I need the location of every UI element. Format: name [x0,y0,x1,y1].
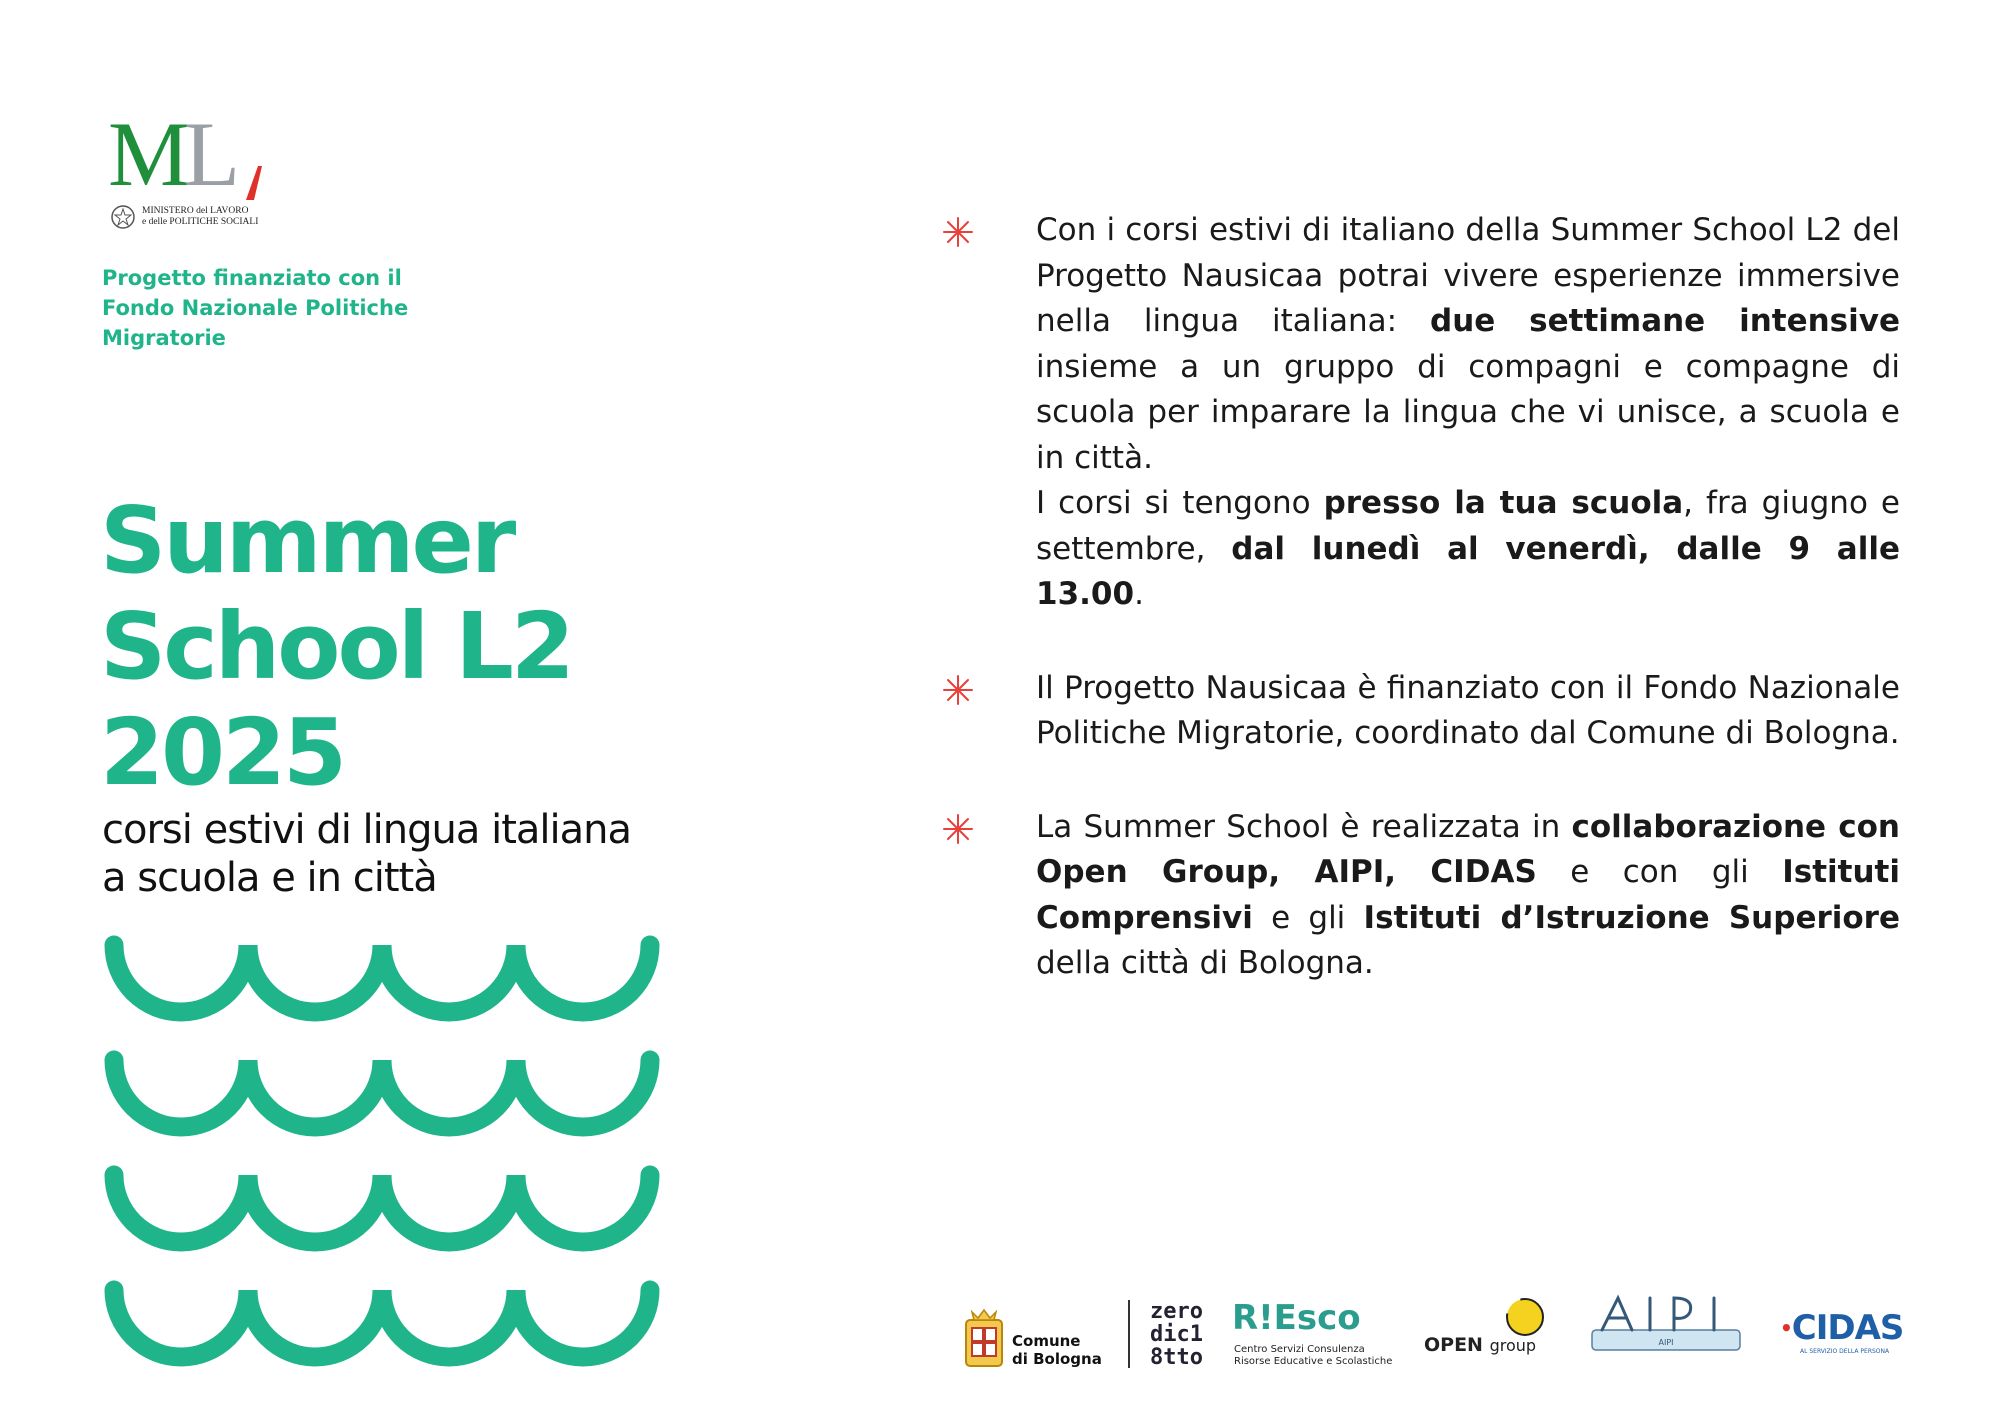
funded-note: Progetto finanziato con il Fondo Nazionale Politiche Migratorie [102,266,409,350]
subtitle-line-2: a scuola e in città [102,855,437,901]
title-line-3: 2025 [100,699,345,806]
open-group-logo: OPEN group [1424,1334,1537,1356]
page-title [100,488,572,806]
comune-di-bologna-logo-text: Comune di Bologna [1012,1332,1102,1368]
wave-row-2 [114,1060,650,1127]
riesco-subtitle: Centro Servizi Consulenza Risorse Educative e Scolastiche [1234,1344,1393,1367]
title-line-2: School L2 [100,593,572,700]
info-item-funding [940,666,1900,757]
wave-row-1 [114,945,650,1012]
info-text-courses: Con i corsi estivi di italiano della Summer School L2 del Progetto Nausicaa potrai vivere esperienze immersive nella lingua italiana: due settimane intensive insieme a un gruppo di compagni e compagne di scuola per imparare la lingua che vi unisce, a scuola e in città. I corsi si tengono presso la tua scuola, fra giugno e settembre, dal lunedì al venerdì, dalle 9 alle 13.00. [1036,212,1900,612]
asterisk-star-icon [940,672,976,708]
ministry-logo-red-stroke [244,164,264,202]
asterisk-star-icon [940,811,976,847]
ministry-name: MINISTERO del LAVORO e delle POLITICHE SOCIALI [142,206,259,227]
wave-row-3 [114,1175,650,1242]
info-item-courses [940,208,1900,618]
asterisk-star-icon [940,214,976,250]
open-group-circle-icon [1504,1296,1546,1338]
info-text-funding: Il Progetto Nausicaa è finanziato con il Fondo Nazionale Politiche Migratorie, coordinato dal Comune di Bologna. [1036,669,1900,751]
comune-crest-icon [962,1306,1006,1372]
italian-emblem-icon [110,204,136,230]
cidas-subtitle: AL SERVIZIO DELLA PERSONA [1800,1348,1890,1355]
svg-text:AIPI: AIPI [1658,1338,1674,1347]
subtitle [102,806,631,902]
zerodiciotto-logo: zero dic1 8tto [1150,1299,1203,1370]
info-text-collaboration: La Summer School è realizzata in collaborazione con Open Group, AIPI, CIDAS e con gli Istituti Comprensivi e gli Istituti d’Istruzione Superiore della città di Bologna. [1036,808,1900,981]
subtitle-line-1: corsi estivi di lingua italiana [102,807,631,853]
aipi-logo [1586,1290,1746,1356]
wave-row-4 [114,1290,650,1357]
logo-divider [1128,1300,1130,1368]
riesco-logo: R!Esco [1232,1298,1361,1338]
info-item-collaboration [940,805,1900,987]
cidas-logo: •CIDAS [1780,1308,1904,1348]
ministry-logo-letters: ML [108,103,235,205]
wave-pattern-decoration [104,935,664,1385]
ministry-logo [108,103,268,236]
title-line-1: Summer [100,487,514,594]
info-list [940,208,1900,1035]
